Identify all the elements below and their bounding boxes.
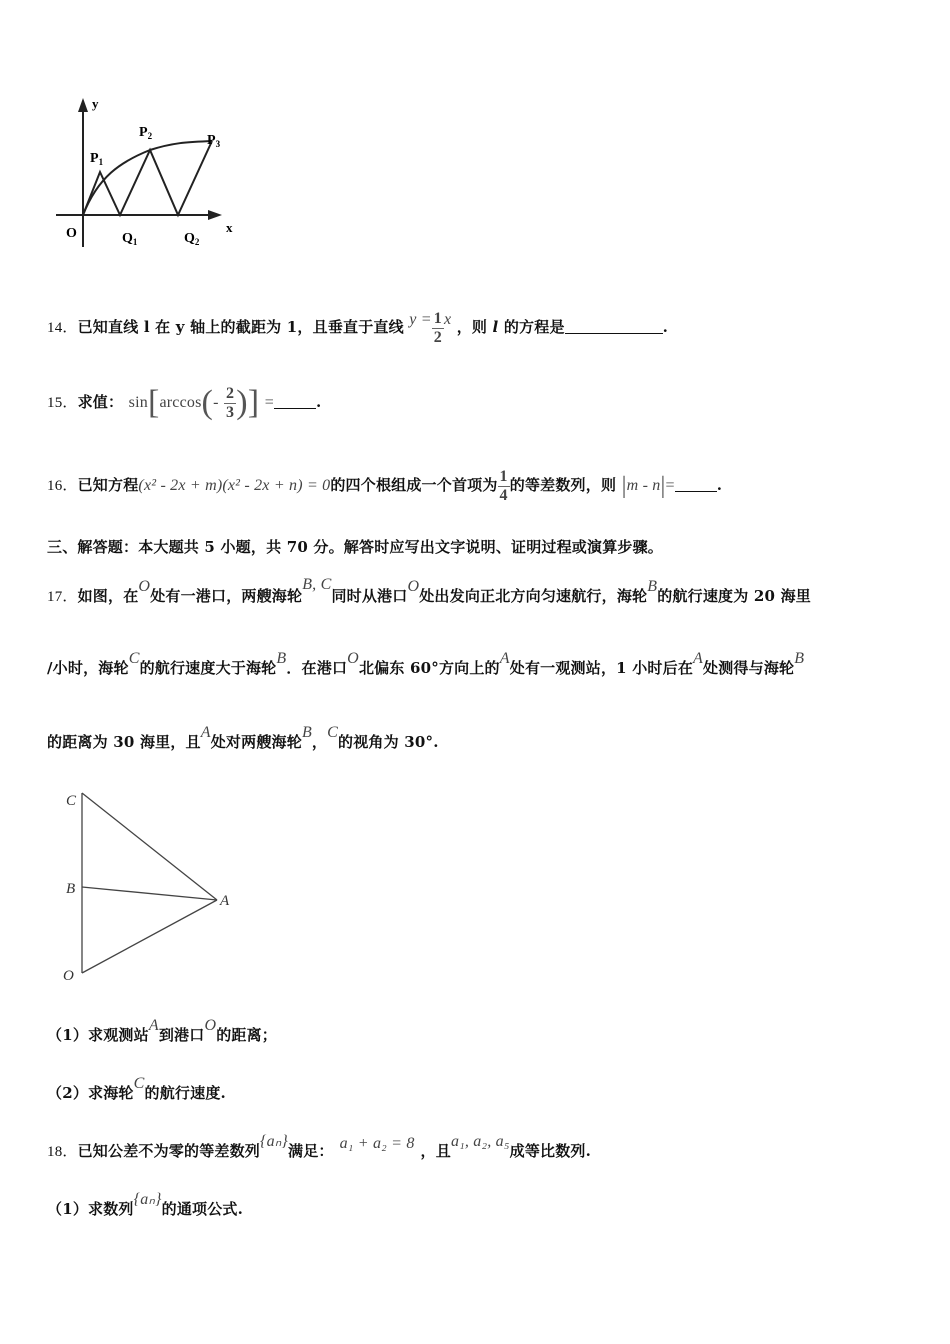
q17-b-3: B — [794, 650, 805, 667]
q18-seq: {aₙ} — [260, 1133, 288, 1150]
q17-b-1: B — [647, 578, 658, 595]
q17-p1-o-letter: O — [204, 1017, 217, 1034]
q16-end: . — [716, 476, 723, 494]
q18-number: 18． — [47, 1144, 78, 1160]
q17-p2-b: 的航行速度. — [144, 1084, 226, 1102]
q17-b-4: B — [301, 724, 312, 741]
q16-equation: (x² - 2x + m)(x² - 2x + n) = 0 — [138, 477, 331, 494]
q17-dist: 30 — [113, 733, 135, 751]
q17-l3-a: 的距离为 — [47, 733, 114, 751]
q14-eq-x: x — [443, 311, 452, 328]
fig2-label-a: A — [220, 893, 230, 909]
q17-bc: B, C — [302, 576, 332, 593]
q17-a-1: A — [499, 650, 510, 667]
q17-p1-b: 到港口 — [158, 1026, 205, 1044]
q17-l2-g: 小时后在 — [626, 659, 694, 677]
q17-p1-a-letter: A — [148, 1017, 159, 1034]
q16-abs-close: | — [660, 473, 666, 499]
q16-equals: = — [665, 477, 675, 494]
q17-a-2: A — [693, 650, 704, 667]
fig1-x-label: x — [226, 220, 233, 235]
q14-answer-blank[interactable] — [565, 319, 663, 334]
q17-l1-f: 海里 — [775, 587, 811, 605]
question-15 — [47, 374, 321, 430]
q17-c-1: C — [128, 650, 140, 667]
fig2-label-o: O — [63, 968, 74, 984]
q17-p2-c-letter: C — [133, 1075, 145, 1092]
q18-text-3: ，且 — [420, 1142, 451, 1160]
q17-l2-e: 方向上的 — [438, 659, 500, 677]
q17-p1-a: （1）求观测站 — [47, 1026, 149, 1044]
fig1-p3-label: $P_3$ — [207, 133, 221, 149]
fig2-label-b: B — [66, 881, 76, 897]
question-17-line-3 — [47, 708, 439, 758]
q17-l1-c: 同时从港口 — [331, 587, 408, 605]
x-axis-arrow — [208, 210, 222, 220]
q17-l1-a: 如图，在 — [77, 587, 139, 605]
q17-l3-b: 海里，且 — [134, 733, 201, 751]
q14-one: 1 — [286, 318, 298, 336]
q14-text-6: 的方程是 — [498, 318, 565, 336]
y-axis-arrow — [78, 98, 88, 112]
q15-end: . — [315, 393, 322, 411]
q18-condition: a₁ + a₂ = 8 — [339, 1135, 415, 1152]
segment-oa — [82, 900, 217, 973]
q16-number: 16． — [47, 478, 78, 494]
q15-minus: - — [213, 394, 219, 411]
q14-text-3: 轴上的截距为 — [184, 318, 287, 336]
q15-paren-open: ( — [201, 384, 214, 421]
q18-part-1 — [47, 1178, 243, 1222]
q17-o-1: O — [138, 578, 151, 595]
q15-arccos: arccos — [159, 394, 202, 411]
q17-b-2: B — [276, 650, 287, 667]
q17-view-angle: 30° — [404, 733, 434, 751]
q14-end: . — [662, 318, 669, 336]
q17-hours: 1 — [616, 659, 627, 677]
q17-number: 17． — [47, 589, 78, 605]
fig1-q1-label: $Q_1$ — [122, 231, 138, 247]
q17-part-1 — [47, 1004, 277, 1048]
q15-fraction: $\frac{2}{3}$ — [226, 384, 235, 421]
fig1-p2-label: $P_2$ — [139, 125, 153, 141]
q18-p1-seq: {aₙ} — [133, 1191, 162, 1208]
sequence-curve-figure — [50, 92, 260, 262]
q17-l3-c: 处对两艘海轮 — [210, 733, 302, 751]
q14-l: l — [143, 318, 150, 336]
q17-o-3: O — [347, 650, 359, 667]
q14-text-1: 已知直线 — [77, 318, 144, 336]
q15-equals: = — [264, 394, 274, 411]
q17-l1-d: 处出发向正北方向匀速航行，海轮 — [419, 587, 648, 605]
q17-angle: 60° — [409, 659, 439, 677]
segment-ca — [82, 793, 217, 900]
q17-l2-h: 处测得与海轮 — [703, 659, 795, 677]
q14-text-5: ，则 — [456, 318, 493, 336]
section-3-header: 三、解答题：本大题共 5 小题，共 70 分。解答时应写出文字说明、证明过程或演算步骤。 — [47, 538, 664, 556]
q17-l2-c: ．在港口 — [286, 659, 348, 677]
q17-c-2: C — [327, 724, 338, 741]
q18-text-1: 已知公差不为零的等差数列 — [77, 1142, 261, 1160]
question-16 — [47, 455, 722, 515]
q14-text-2: 在 — [149, 318, 176, 336]
q15-sin: sin — [128, 394, 148, 411]
q16-abs-expr: m - n — [626, 477, 661, 494]
q17-o-2: O — [407, 578, 420, 595]
q14-text-4: ，且垂直于直线 — [297, 318, 404, 336]
q17-l2-f: 处有一观测站， — [509, 659, 617, 677]
q15-number: 15． — [47, 395, 78, 411]
q17-a-3: A — [200, 724, 211, 741]
q16-abs-open: | — [621, 473, 627, 499]
fig1-p1-label: $P_1$ — [90, 151, 104, 167]
q16-text-3: 的等差数列，则 — [509, 476, 617, 494]
question-14 — [47, 296, 668, 344]
q14-number: 14． — [47, 320, 78, 336]
q15-bracket-close: ] — [247, 384, 260, 421]
question-18 — [47, 1120, 591, 1164]
q17-l2-a: /小时，海轮 — [47, 659, 129, 677]
q17-speed: 20 — [753, 587, 776, 605]
q16-fraction: $\frac{1}{4}$ — [499, 467, 508, 504]
fig1-y-label: y — [92, 96, 99, 111]
q16-answer-blank[interactable] — [675, 477, 717, 492]
q17-l3-e: . — [433, 733, 439, 751]
q15-text-1: 求值： — [77, 393, 124, 411]
q14-l2: l — [492, 318, 499, 336]
q18-text-2: 满足： — [288, 1142, 334, 1160]
q16-text-2: 的四个根组成一个首项为 — [330, 476, 498, 494]
fig1-origin-label: O — [66, 226, 77, 241]
fig1-q2-label: $Q_2$ — [184, 231, 200, 247]
ships-triangle-figure — [55, 765, 255, 995]
fig2-label-c: C — [66, 793, 77, 809]
q17-p1-c: 的距离； — [216, 1026, 278, 1044]
q18-p1-b: 的通项公式. — [161, 1200, 244, 1218]
q16-text-1: 已知方程 — [77, 476, 139, 494]
q14-fraction: $\frac{1}{2}$ — [433, 309, 442, 346]
q17-part-2 — [47, 1062, 226, 1106]
q17-l1-e: 的航行速度为 — [657, 587, 754, 605]
q15-paren-close: ) — [236, 384, 248, 421]
q18-text-4: 成等比数列. — [509, 1142, 592, 1160]
q17-l2-b: 的航行速度大于海轮 — [139, 659, 277, 677]
q17-p2-a: （2）求海轮 — [47, 1084, 134, 1102]
q18-p1-a: （1）求数列 — [47, 1200, 134, 1218]
q18-terms: a₁, a₂, a₅ — [450, 1133, 510, 1150]
question-17-line-2 — [47, 634, 804, 684]
q14-eq-lhs: y = — [409, 311, 432, 328]
q17-l2-d: 北偏东 — [358, 659, 410, 677]
q15-answer-blank[interactable] — [274, 394, 316, 409]
q17-comma: ， — [311, 733, 328, 751]
question-17-line-1 — [47, 560, 811, 610]
q14-y: y — [175, 318, 185, 336]
q17-l1-b: 处有一港口，两艘海轮 — [150, 587, 303, 605]
segment-ba — [82, 887, 217, 900]
q17-l3-d: 的视角为 — [338, 733, 405, 751]
q15-bracket-open: [ — [147, 384, 160, 421]
